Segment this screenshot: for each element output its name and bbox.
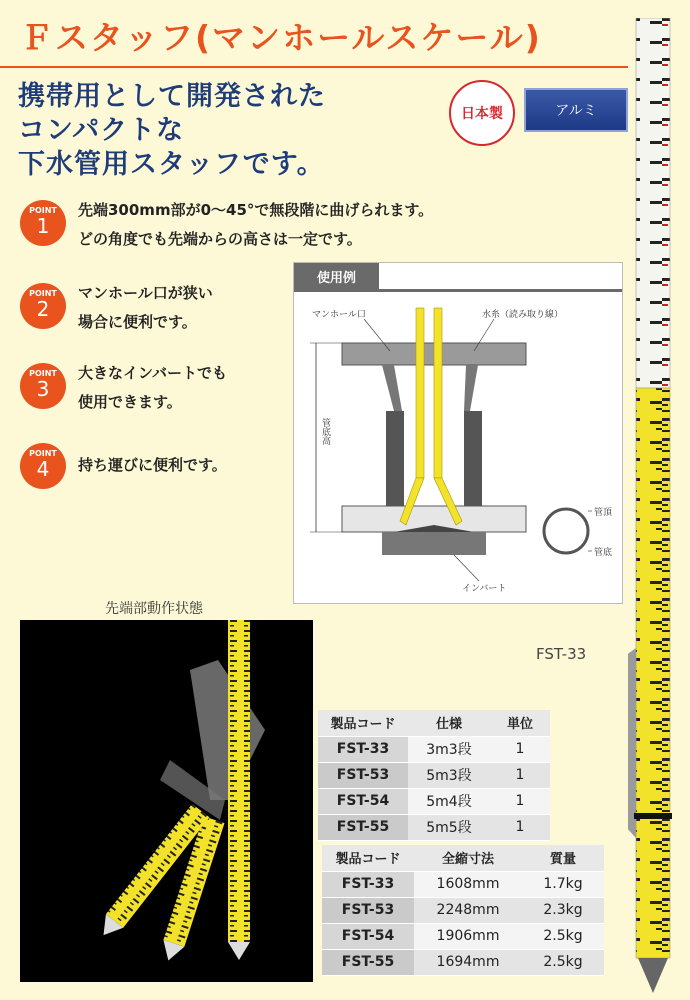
- point-badge: [20, 283, 66, 329]
- point-line: 使用できます。: [78, 393, 182, 411]
- point-badge: [20, 443, 66, 489]
- usage-example-diagram: [293, 262, 623, 604]
- table-row: [322, 923, 604, 949]
- column-header: 仕様: [408, 710, 490, 736]
- pipe-bottom-height-label: 管底高: [320, 418, 330, 445]
- spec-cell: 5m5段: [408, 814, 490, 840]
- point-label: POINT: [29, 369, 57, 378]
- table-header-row: [318, 710, 550, 736]
- table-row: [322, 949, 604, 975]
- table-row: [318, 736, 550, 762]
- point-line: 場合に便利です。: [78, 313, 197, 331]
- headline-line: 下水管用スタッフです。: [18, 149, 325, 180]
- dimension-table: [322, 845, 604, 976]
- point-label: POINT: [29, 289, 57, 298]
- point-text: [78, 196, 498, 254]
- headline: [18, 80, 326, 182]
- product-code-cell: FST-53: [322, 897, 414, 923]
- length-cell: 1906mm: [414, 923, 522, 949]
- product-code-cell: FST-55: [318, 814, 408, 840]
- bent-staff-illustration: [20, 620, 313, 982]
- point-label: POINT: [29, 206, 57, 215]
- pipe-bottom-label: 管底: [594, 548, 613, 558]
- point-line: 大きなインバートでも: [78, 364, 227, 382]
- page-title: Ｆスタッフ(マンホールスケール): [20, 18, 542, 57]
- unit-cell: 1: [490, 736, 550, 762]
- length-cell: 1694mm: [414, 949, 522, 975]
- column-header: 全縮寸法: [414, 845, 522, 871]
- invert-label: インバート: [462, 584, 507, 594]
- title-divider: [0, 66, 628, 68]
- unit-cell: 1: [490, 762, 550, 788]
- point-line: どの角度でも先端からの高さは一定です。: [78, 230, 362, 248]
- usage-example-tab: 使用例: [294, 263, 379, 289]
- table-row: [318, 762, 550, 788]
- table-row: [318, 814, 550, 840]
- point-line: 先端300mm部が0～45°で無段階に曲げられます。: [78, 201, 434, 219]
- spec-cell: 5m4段: [408, 788, 490, 814]
- model-label: FST-33: [536, 645, 587, 663]
- spec-cell: 3m3段: [408, 736, 490, 762]
- product-code-cell: FST-55: [322, 949, 414, 975]
- table-row: [322, 897, 604, 923]
- product-code-cell: FST-33: [322, 871, 414, 897]
- length-cell: 2248mm: [414, 897, 522, 923]
- pipe-top-label: 管頂: [594, 508, 613, 518]
- length-cell: 1608mm: [414, 871, 522, 897]
- point-number: 3: [36, 377, 50, 401]
- point-number: 4: [36, 457, 50, 481]
- product-code-cell: FST-54: [322, 923, 414, 949]
- aluminum-badge: アルミ: [524, 88, 628, 132]
- manhole-mouth-label: マンホール口: [312, 310, 366, 320]
- staff-illustration: [628, 18, 690, 998]
- product-code-cell: FST-33: [318, 736, 408, 762]
- point-number: 1: [36, 214, 50, 238]
- point-label: POINT: [29, 449, 57, 458]
- spec-table: [318, 710, 550, 841]
- spec-cell: 5m3段: [408, 762, 490, 788]
- table-row: [318, 788, 550, 814]
- made-in-japan-badge: 日本製: [449, 80, 515, 146]
- point-badge: [20, 200, 66, 246]
- point-line: 持ち運びに便利です。: [78, 456, 227, 474]
- column-header: 質量: [522, 845, 604, 871]
- tip-operation-photo: [20, 620, 313, 982]
- column-header: 製品コード: [322, 845, 414, 871]
- weight-cell: 2.5kg: [522, 949, 604, 975]
- column-header: 単位: [490, 710, 550, 736]
- product-code-cell: FST-53: [318, 762, 408, 788]
- headline-line: 携帯用として開発された: [18, 81, 326, 112]
- table-header-row: [322, 845, 604, 871]
- unit-cell: 1: [490, 814, 550, 840]
- weight-cell: 2.5kg: [522, 923, 604, 949]
- column-header: 製品コード: [318, 710, 408, 736]
- unit-cell: 1: [490, 788, 550, 814]
- water-line-label: 水糸（読み取り線）: [482, 310, 564, 320]
- product-code-cell: FST-54: [318, 788, 408, 814]
- point-number: 2: [36, 297, 50, 321]
- photo-caption: 先端部動作状態: [105, 601, 203, 617]
- weight-cell: 2.3kg: [522, 897, 604, 923]
- point-line: マンホール口が狭い: [78, 284, 213, 302]
- point-badge: [20, 363, 66, 409]
- headline-line: コンパクトな: [18, 115, 185, 146]
- weight-cell: 1.7kg: [522, 871, 604, 897]
- table-row: [322, 871, 604, 897]
